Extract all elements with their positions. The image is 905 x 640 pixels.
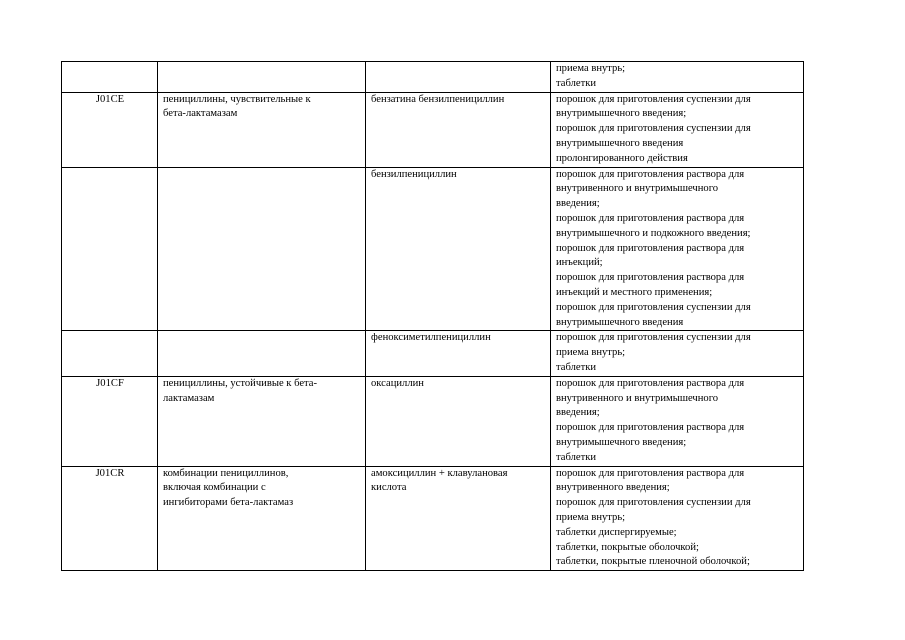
table-row — [62, 376, 804, 466]
group-cell — [158, 167, 366, 331]
group-cell: комбинации пенициллинов, включая комбинации с ингибиторами бета-лактамаз — [158, 466, 366, 571]
drug-cell — [366, 62, 551, 93]
group-cell: пенициллины, чувствительные к бета-лактамазам — [158, 92, 366, 167]
dosage-forms-cell: порошок для приготовления суспензии для приема внутрь; таблетки — [551, 331, 804, 376]
atc-code-cell: J01CR — [62, 466, 158, 571]
dosage-forms-cell: порошок для приготовления суспензии для внутримышечного введения; порошок для приготовления суспензии для внутримышечного введения пролонгированного действия — [551, 92, 804, 167]
group-cell — [158, 331, 366, 376]
dosage-forms-cell: приема внутрь; таблетки — [551, 62, 804, 93]
table-row — [62, 466, 804, 571]
table-row — [62, 62, 804, 93]
atc-code-cell — [62, 331, 158, 376]
dosage-forms-cell: порошок для приготовления раствора для внутривенного введения; порошок для приготовления суспензии для приема внутрь; таблетки диспергируемые; таблетки, покрытые оболочкой; таблетки, покрытые пленочной оболочкой; — [551, 466, 804, 571]
group-cell: пенициллины, устойчивые к бета- лактамазам — [158, 376, 366, 466]
drug-cell: бензатина бензилпенициллин — [366, 92, 551, 167]
table-row — [62, 331, 804, 376]
atc-code-cell: J01CE — [62, 92, 158, 167]
drug-cell: бензилпенициллин — [366, 167, 551, 331]
drug-cell: феноксиметилпенициллин — [366, 331, 551, 376]
dosage-forms-cell: порошок для приготовления раствора для внутривенного и внутримышечного введения; порошок для приготовления раствора для внутримышечного введения; таблетки — [551, 376, 804, 466]
drug-table-body — [62, 62, 804, 571]
atc-code-cell — [62, 167, 158, 331]
drug-table — [61, 61, 804, 571]
group-cell — [158, 62, 366, 93]
drug-cell: оксациллин — [366, 376, 551, 466]
atc-code-cell: J01CF — [62, 376, 158, 466]
drug-cell: амоксициллин + клавулановая кислота — [366, 466, 551, 571]
table-row — [62, 92, 804, 167]
atc-code-cell — [62, 62, 158, 93]
dosage-forms-cell: порошок для приготовления раствора для внутривенного и внутримышечного введения; порошок для приготовления раствора для внутримышечного и подкожного введения; порошок для приготовления раствора для инъекций; порошок для приготовления раствора для инъекций и местного применения; порошок для приготовления суспензии для внутримышечного введения — [551, 167, 804, 331]
table-row — [62, 167, 804, 331]
